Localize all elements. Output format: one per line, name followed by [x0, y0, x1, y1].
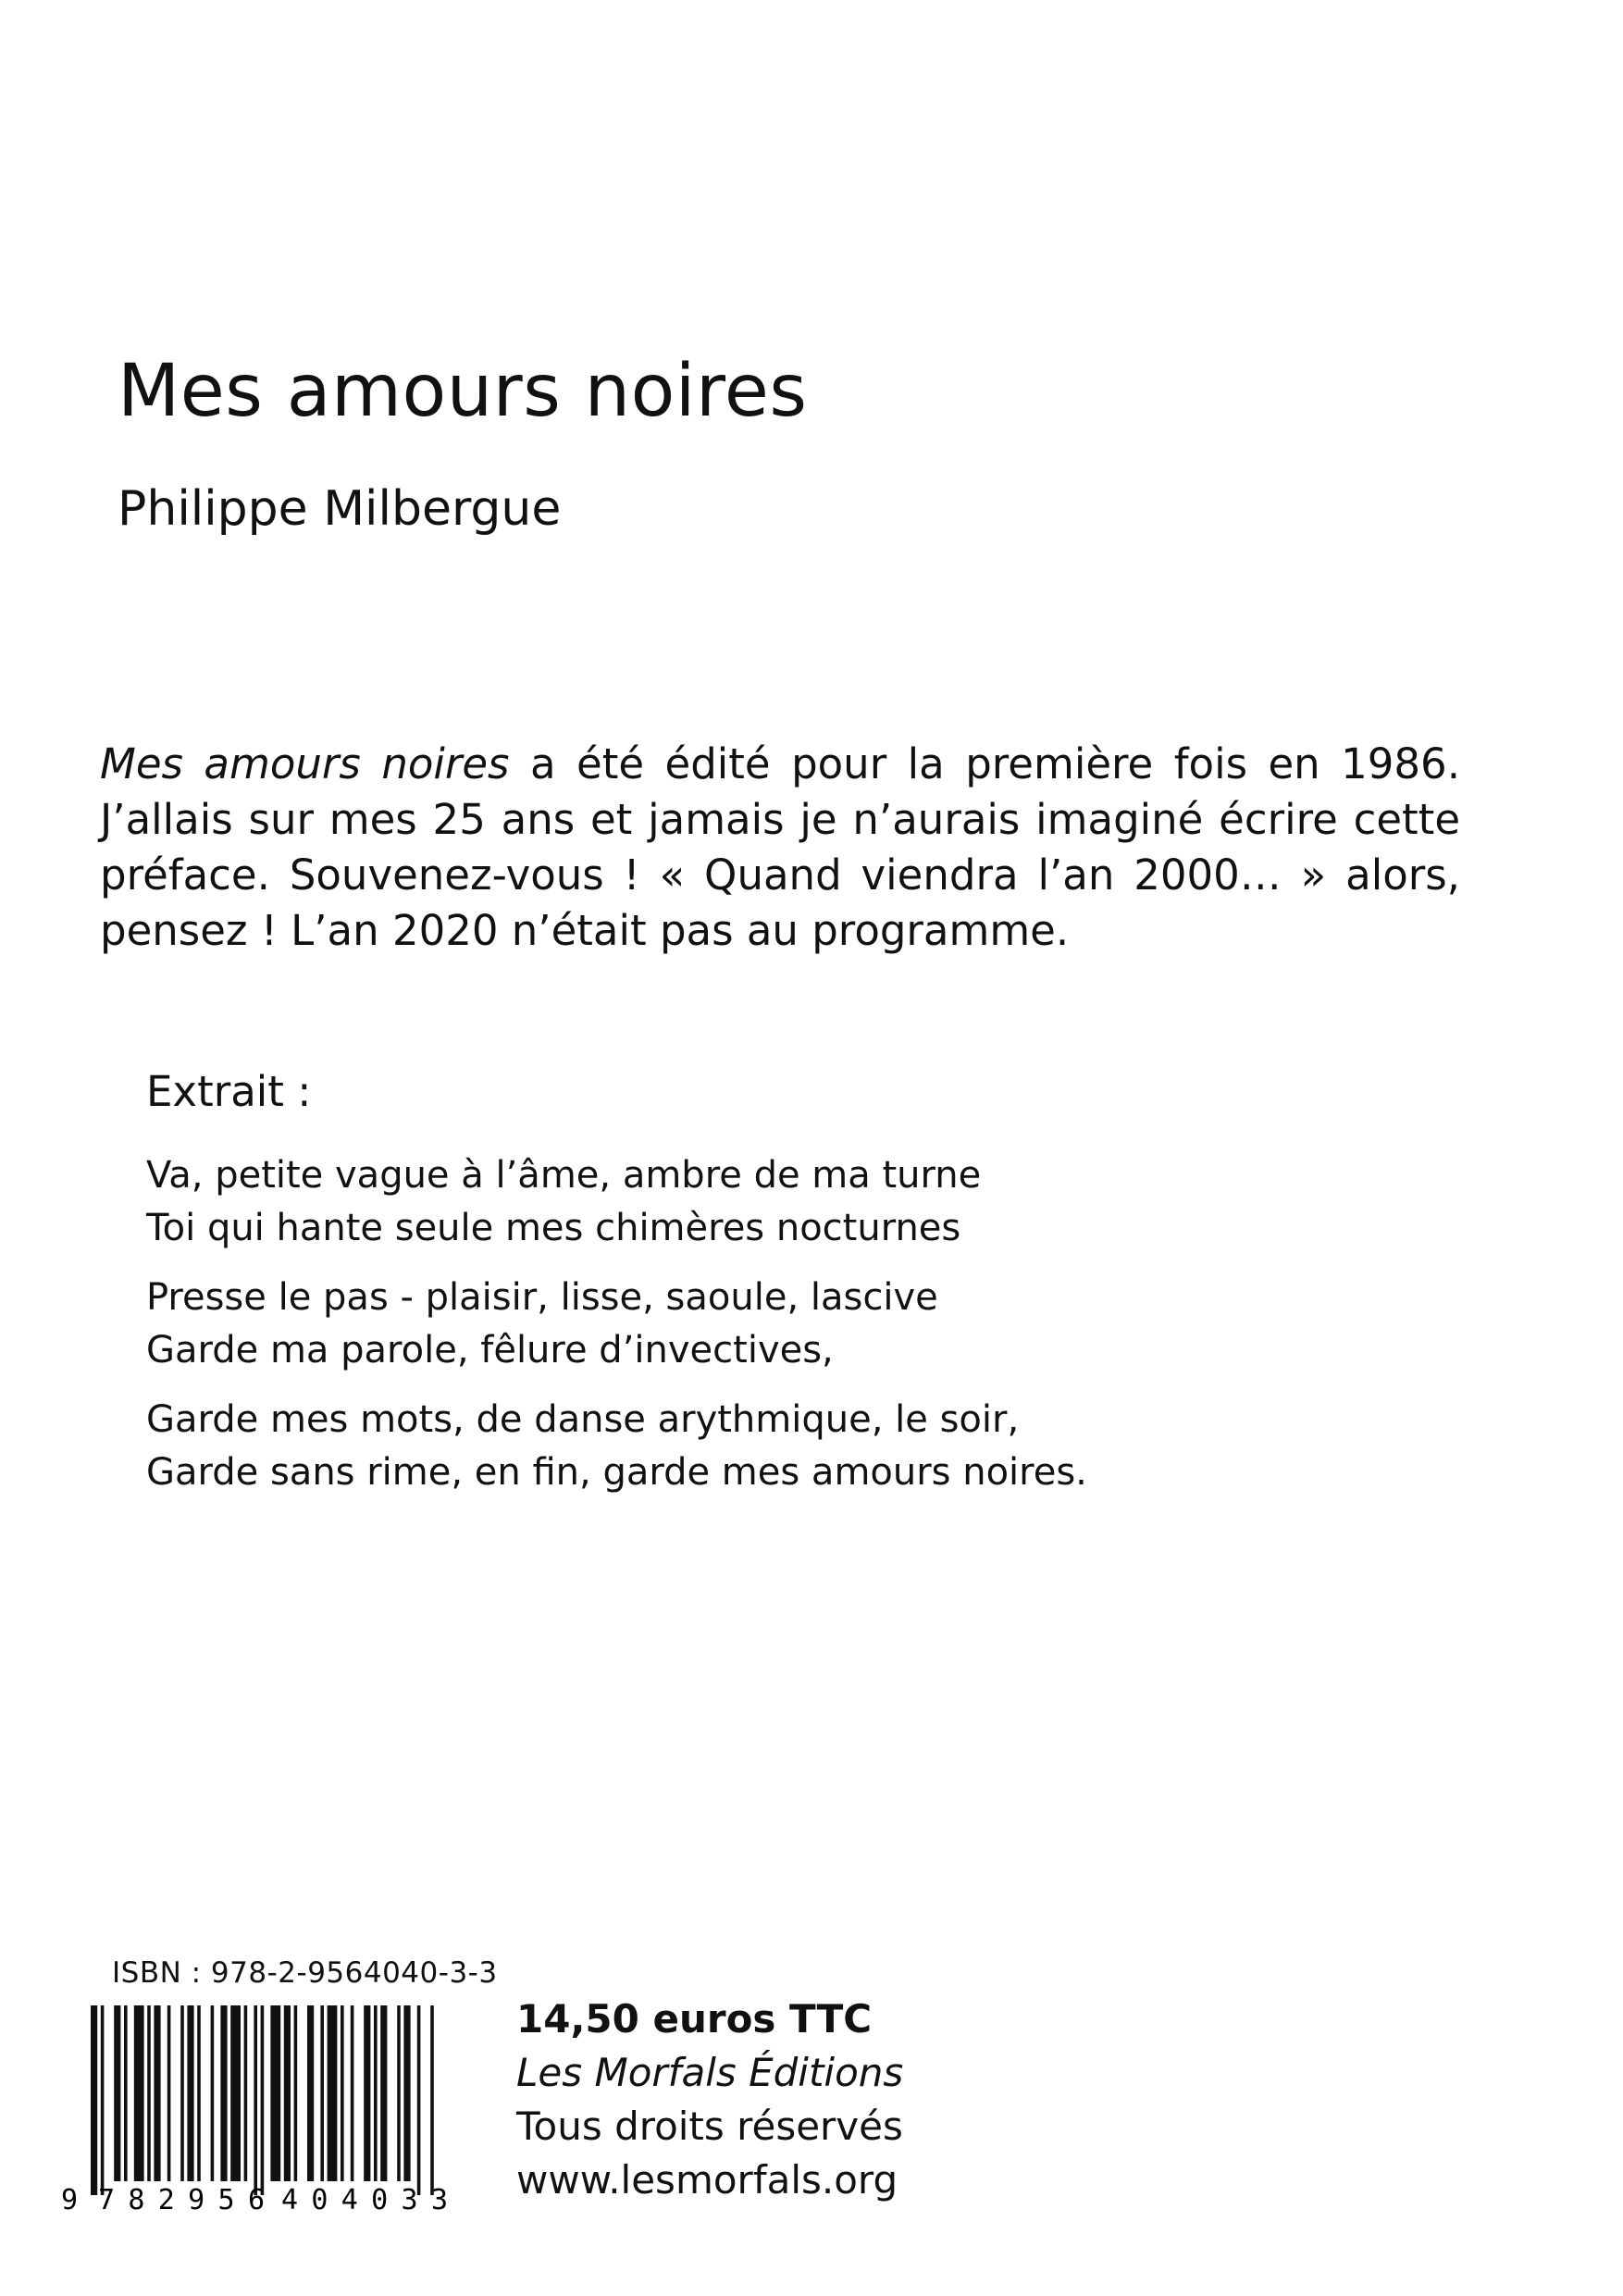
barcode-bar [187, 2005, 193, 2181]
stanza-2 [146, 1272, 1349, 1377]
barcode-bar [91, 2005, 97, 2195]
stanza-1 [146, 1149, 1349, 1255]
barcode-bar [254, 2005, 257, 2195]
verse-line: Garde mes mots, de danse arythmique, le soir, [146, 1398, 1020, 1441]
stanza-3 [146, 1394, 1349, 1499]
price-label: 14,50 euros TTC [516, 1996, 873, 2042]
barcode-bar [328, 2005, 338, 2181]
barcode-bar [364, 2005, 370, 2181]
verse-line: Garde ma parole, fêlure d’invectives, [146, 1329, 834, 1371]
barcode-bar [380, 2005, 387, 2181]
preface-text: a été édité pour la première fois en 1986. J’allais sur mes 25 ans et jamais je n’aurais imaginé écrire cette préface. Souvenez-vous ! « Quand viendra l’an 2000… » alors, pensez ! L’an 2020 n’était pas au programme. [100, 739, 1460, 955]
barcode-bar [351, 2005, 354, 2181]
barcode-digits-left: 782956 [98, 2184, 265, 2215]
barcode-bar [114, 2005, 120, 2181]
barcode-bar [134, 2005, 144, 2181]
preface-title-italic: Mes amours noires [100, 739, 510, 788]
verse-line: Garde sans rime, en fin, garde mes amours noires. [146, 1451, 1087, 1494]
barcode-digit-prefix: 9 [61, 2184, 79, 2215]
barcode-graphic [54, 2004, 479, 2215]
barcode-bars [91, 2005, 434, 2195]
barcode-bar [374, 2005, 378, 2181]
barcode-bar [244, 2005, 248, 2181]
barcode-bar [284, 2005, 291, 2181]
excerpt-section [146, 1064, 1349, 1516]
isbn-barcode [54, 2004, 479, 2215]
barcode-bar [197, 2005, 201, 2181]
isbn-label: ISBN : 978-2-9564040-3-3 [112, 1956, 498, 1990]
book-author: Philippe Milbergue [118, 481, 562, 537]
barcode-bar [154, 2005, 160, 2181]
barcode-bar [230, 2005, 241, 2181]
barcode-bar [211, 2005, 215, 2181]
barcode-bar [397, 2005, 401, 2181]
website-link[interactable]: www.lesmorfals.org [516, 2157, 898, 2203]
barcode-bar [124, 2005, 128, 2181]
barcode-bar [147, 2005, 151, 2181]
book-title: Mes amours noires [118, 350, 808, 433]
barcode-bar [307, 2005, 314, 2181]
barcode-bar [261, 2005, 265, 2195]
barcode-bar [270, 2005, 280, 2181]
barcode-bar [294, 2005, 298, 2181]
barcode-bar [180, 2005, 184, 2181]
barcode-bar [167, 2005, 171, 2181]
verse-line: Toi qui hante seule mes chimères nocturnes [146, 1207, 961, 1249]
publisher-name: Les Morfals Éditions [516, 2050, 904, 2095]
barcode-bar [403, 2005, 410, 2181]
barcode-bar [430, 2005, 434, 2195]
rights-notice: Tous droits réservés [516, 2104, 903, 2149]
barcode-bar [341, 2005, 344, 2181]
barcode-bar [101, 2005, 105, 2195]
excerpt-heading: Extrait : [146, 1067, 312, 1116]
verse-line: Presse le pas - plaisir, lisse, saoule, lascive [146, 1276, 938, 1319]
barcode-digits-right: 404033 [281, 2184, 448, 2215]
preface-paragraph [100, 737, 1460, 959]
barcode-bar [220, 2005, 227, 2181]
publication-info [516, 1992, 903, 2207]
barcode-bar [320, 2005, 324, 2181]
barcode-bar [417, 2005, 421, 2195]
verse-line: Va, petite vague à l’âme, ambre de ma turne [146, 1154, 982, 1197]
